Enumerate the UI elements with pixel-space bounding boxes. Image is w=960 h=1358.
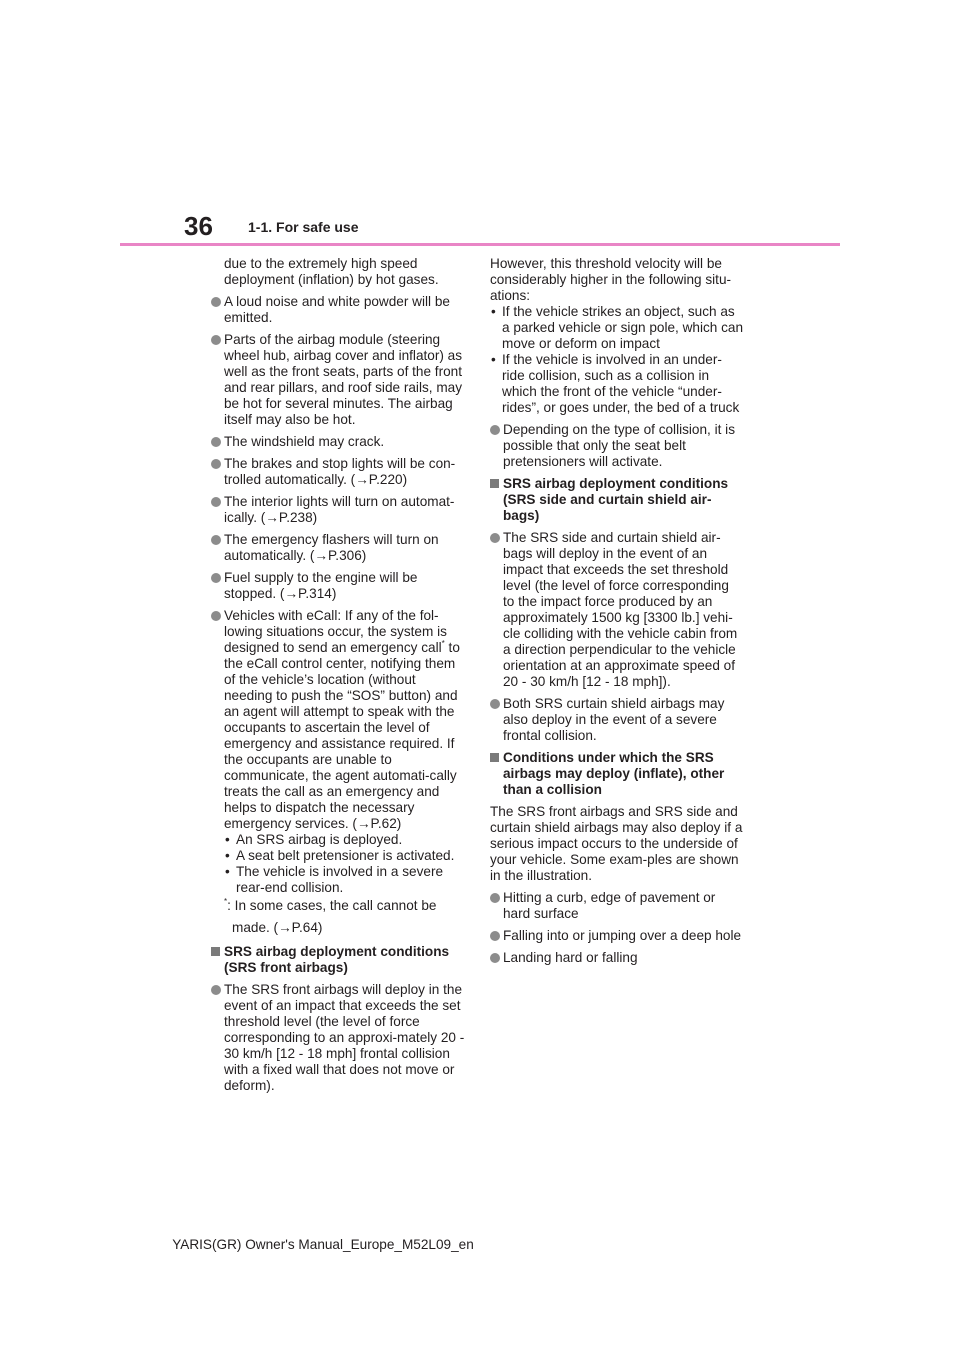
bullet-dot-icon xyxy=(211,985,221,995)
bullet-dot-icon xyxy=(211,535,221,545)
bullet-item: A loud noise and white powder will be emitted. xyxy=(211,294,465,326)
heading-square-icon xyxy=(211,947,220,956)
footnote-ref: * xyxy=(441,639,445,648)
footer-text: YARIS(GR) Owner's Manual_Europe_M52L09_en xyxy=(172,1237,474,1252)
bullet-item: Hitting a curb, edge of pavement or hard surface xyxy=(490,890,744,922)
bullet-dot-icon xyxy=(490,953,500,963)
section-title: 1-1. For safe use xyxy=(248,219,359,235)
bullet-item: Falling into or jumping over a deep hole xyxy=(490,928,744,944)
bullet-item: The SRS side and curtain shield air-bags will deploy in the event of an impact that exceeds the set threshold level (the level of force corresponding to the impact force produced by an approximately 1500 kg [3300 lb.] vehi-cle colliding with the vehicle cabin from a direction perpendicular to the vehicle orientation at an approximate speed of 20 - 30 km/h [12 - 18 mph]). xyxy=(490,530,744,690)
bullet-dot-icon xyxy=(211,459,221,469)
sub-item: • If the vehicle is involved in an under-ride collision, such as a collision in which the front of the vehicle “under-rides”, or goes under, the bed of a truck xyxy=(491,352,740,415)
bullet-item: The emergency flashers will turn on automatically. (→P.306) xyxy=(211,532,465,564)
paragraph-intro: due to the extremely high speed deployment (inflation) by hot gases. xyxy=(224,256,439,287)
section-heading: SRS airbag deployment conditions (SRS front airbags) xyxy=(211,944,465,976)
bullet-item: Fuel supply to the engine will be stopped. (→P.314) xyxy=(211,570,465,602)
sub-item: • An SRS airbag is deployed. xyxy=(225,832,403,847)
bullet-dot-icon xyxy=(211,437,221,447)
bullet-dot-icon xyxy=(490,931,500,941)
bullet-dot-icon xyxy=(211,573,221,583)
header-divider xyxy=(120,243,840,246)
bullet-item: The SRS front airbags will deploy in the event of an impact that exceeds the set threshold level (the level of force corresponding to an approxi-mately 20 - 30 km/h [12 - 18 mph] frontal collision with a fixed wall that does not move or deform). xyxy=(211,982,465,1094)
threshold-paragraph: However, this threshold velocity will be considerably higher in the following situ-ations: • If the vehicle strikes an object, such as a parked vehicle or sign pole, which can move or deform on impact • If the vehicle is involved in an under-ride collision, such as a collision in which the front of the vehicle “under-rides”, or goes under, the bed of a truck xyxy=(490,256,744,415)
bullet-item: The brakes and stop lights will be con-trolled automatically. (→P.220) xyxy=(211,456,465,488)
section-heading: Conditions under which the SRS airbags may deploy (inflate), other than a collision xyxy=(490,750,744,798)
page-number: 36 xyxy=(184,211,213,241)
paragraph: The SRS front airbags and SRS side and curtain shield airbags may also deploy if a serious impact occurs to the underside of your vehicle. Some exam-ples are shown in the illustration. xyxy=(490,804,743,883)
bullet-item: Parts of the airbag module (steering wheel hub, airbag cover and inflator) as well as the front seats, parts of the front and rear pillars, and roof side rails, may be hot for several minutes. The airbag itself may also be hot. xyxy=(211,332,465,428)
bullet-dot-icon xyxy=(490,699,500,709)
bullet-item: Depending on the type of collision, it is possible that only the seat belt pretensioners will activate. xyxy=(490,422,744,470)
footnote-mark: * xyxy=(224,897,228,906)
left-column xyxy=(211,256,465,1100)
footer xyxy=(0,1237,960,1253)
bullet-dot-icon xyxy=(211,335,221,345)
bullet-dot-icon xyxy=(211,297,221,307)
sub-item: • The vehicle is involved in a severe rear-end collision. xyxy=(225,864,444,895)
bullet-item: The interior lights will turn on automat-ically. (→P.238) xyxy=(211,494,465,526)
bullet-ecall: Vehicles with eCall: If any of the fol-lowing situations occur, the system is designed to send an emergency call* to the eCall control center, notifying them of the vehicle’s location (without needing to push the “SOS” button) and an agent will attempt to speak with the occupants to ascertain the level of emergency and assistance required. If the occupants are unable to communicate, the agent automati-cally treats the call as an emergency and helps to dispatch the necessary emergency services. (→P.62) • An SRS airbag is deployed. • A seat belt pretensioner is activated. • The vehicle is involved in a severe rear-end collision. *: In some cases, the call cannot be made. (→P.64) xyxy=(211,608,465,936)
heading-square-icon xyxy=(490,753,499,762)
bullet-dot-icon xyxy=(211,611,221,621)
bullet-dot-icon xyxy=(211,497,221,507)
heading-square-icon xyxy=(490,479,499,488)
bullet-item: The windshield may crack. xyxy=(211,434,465,450)
bullet-dot-icon xyxy=(490,893,500,903)
sub-item: • A seat belt pretensioner is activated. xyxy=(225,848,455,863)
bullet-dot-icon xyxy=(490,533,500,543)
section-heading: SRS airbag deployment conditions (SRS side and curtain shield air-bags) xyxy=(490,476,744,524)
footnote: *: In some cases, the call cannot be made. (→P.64) xyxy=(224,897,437,935)
bullet-dot-icon xyxy=(490,425,500,435)
bullet-item: Both SRS curtain shield airbags may also deploy in the event of a severe frontal collision. xyxy=(490,696,744,744)
right-column xyxy=(490,256,744,972)
bullet-item: Landing hard or falling xyxy=(490,950,744,966)
sub-item: • If the vehicle strikes an object, such as a parked vehicle or sign pole, which can move or deform on impact xyxy=(491,304,744,351)
